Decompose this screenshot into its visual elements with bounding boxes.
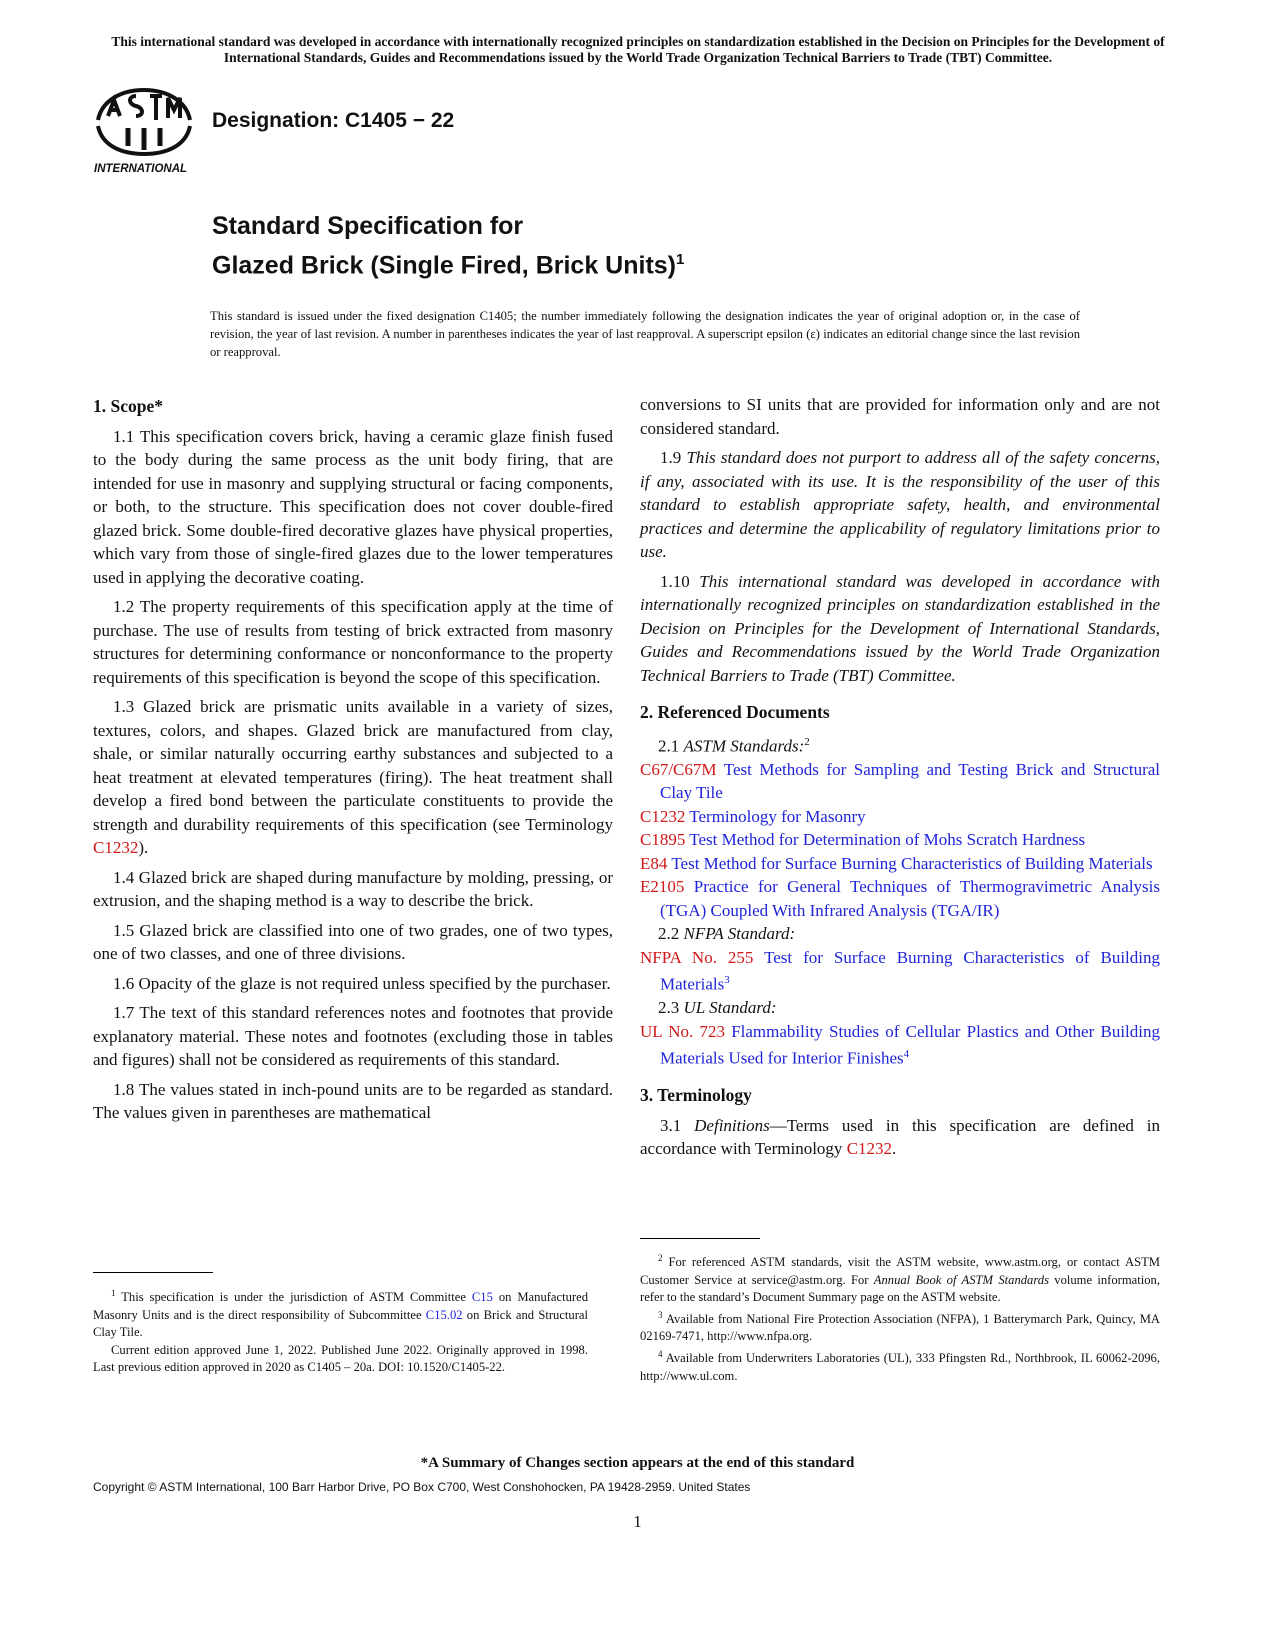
para-1-3-end: ). <box>138 838 149 857</box>
copyright: Copyright © ASTM International, 100 Barr Harbor Drive, PO Box C700, West Conshohocken, PA 19428-2959. United States <box>93 1480 751 1494</box>
para-1-3 <box>93 695 613 860</box>
reference-code[interactable]: NFPA No. 255 <box>640 947 754 967</box>
reference-nfpa[interactable] <box>640 946 1160 997</box>
footnote-2-text-a: For referenced ASTM standards, visit the ASTM website, www.astm.org, or contact ASTM Customer Service at service@astm.org. For <box>640 1255 1161 1287</box>
para-1-1: 1.1 This specification covers brick, having a ceramic glaze finish fused to the body during the same process as the unit body firing, that are intended for use in masonry and supplying structural or facing components, or both, to the structure. This specification does not cover double-fired glazed brick. Some double-fired decorative glazes have physical properties, which vary from those of single-fired glazes due to the lower temperatures used in applying the decorative coating. <box>93 426 613 587</box>
footnote-4 <box>640 1346 1160 1385</box>
para-1-2: 1.2 The property requirements of this specification apply at the time of purchase. The use of results from testing of brick extracted from masonry structures for determining conformance or nonconformance to the property requirements of this specification is beyond the scope of this specification. <box>93 597 613 687</box>
section-referenced-heading: 2. Referenced Documents <box>640 702 830 722</box>
reference-code[interactable]: C1895 <box>640 830 686 850</box>
top-notice: This international standard was developed in accordance with internationally recognized principles on standardization established in the Decision on Principles for the Development of International Standards, Guides and Recommendations issued by the World Trade Organization Technical Barriers to Trade (TBT) Committee. <box>111 34 1165 65</box>
footnote-4-text: Available from Underwriters Laboratories (UL), 333 Pfingsten Rd., Northbrook, IL 60062-2096, http://www.ul.com. <box>640 1351 1160 1383</box>
reference-code[interactable]: E84 <box>640 853 668 873</box>
section-terminology-heading: 3. Terminology <box>640 1085 752 1106</box>
reference-title[interactable]: Test Method for Determination of Mohs Scratch Hardness <box>689 830 1086 850</box>
footnote-3 <box>640 1307 1160 1346</box>
subsection-2-1-number: 2.1 <box>658 736 684 756</box>
title-line-2-text: Glazed Brick (Single Fired, Brick Units) <box>212 251 677 280</box>
footnote-rule-right <box>640 1238 760 1239</box>
footnote-3-text: Available from National Fire Protection Association (NFPA), 1 Batterymarch Park, Quincy, MA 02169-7471, http://www.nfpa.org. <box>640 1311 1160 1344</box>
logo-text: INTERNATIONAL <box>94 163 188 175</box>
reference-ul[interactable] <box>640 1020 1160 1071</box>
subsection-2-1-mark: 2 <box>804 735 810 748</box>
para-1-8-continued: conversions to SI units that are provided for information only and are not considered standard. <box>640 395 1160 438</box>
reference-title[interactable]: Terminology for Masonry <box>689 806 866 826</box>
subsection-2-2-label: NFPA Standard: <box>683 924 796 944</box>
footnote-2-text-b: volume information, refer to the standard’s Document Summary page on the ASTM website. <box>640 1272 1160 1305</box>
subsection-2-1 <box>640 731 1160 758</box>
para-1-3-text: 1.3 Glazed brick are prismatic units available in a variety of sizes, textures, colors, and shapes. Glazed brick are manufactured from clay, shale, or similar naturally occurring earthy substances and subjected to a heat treatment at elevated temperatures (firing). The heat treatment shall develop a fired bond between the particulate constituents to provide the strength and durability requirements of this specification (see Terminology <box>93 697 613 834</box>
footnote-1-mark: 1 <box>111 1288 116 1298</box>
para-1-10-text: This international standard was developed in accordance with internationally recognized principles on standardization established in the Decision on Principles for the Development of International Standards, Guides and Recommendations issued by the World Trade Organization Technical Barriers to Trade (TBT) Committee. <box>640 571 1160 685</box>
reference-item[interactable] <box>640 805 1160 829</box>
footnote-4-mark: 4 <box>658 1348 663 1359</box>
reference-code[interactable]: E2105 <box>640 877 685 897</box>
subsection-2-2-number: 2.2 <box>658 924 684 944</box>
link-c15-02[interactable]: C15.02 <box>425 1307 463 1322</box>
para-1-10-number: 1.10 <box>660 571 700 591</box>
title-footnote-mark: 1 <box>676 251 685 268</box>
link-c15[interactable]: C15 <box>471 1290 493 1305</box>
document-title <box>212 210 684 282</box>
para-1-6: 1.6 Opacity of the glaze is not required unless specified by the purchaser. <box>113 973 611 993</box>
footnote-1-text-a: This specification is under the jurisdiction of ASTM Committee <box>121 1290 472 1305</box>
footnote-2-mark: 2 <box>658 1253 663 1263</box>
reference-title[interactable]: Test for Surface Burning Characteristics of Building Materials <box>660 947 1160 994</box>
footnote-3-mark: 3 <box>658 1309 663 1320</box>
reference-code[interactable]: C67/C67M <box>640 759 717 779</box>
title-line-1: Standard Specification for <box>212 212 524 240</box>
link-c1232-terminology[interactable]: C1232 <box>846 1139 893 1159</box>
footnote-1-text-b: on Manufactured Masonry Units and is the direct responsibility of Subcommittee <box>93 1290 588 1322</box>
para-3-1-number: 3.1 <box>660 1115 695 1135</box>
astm-logo-mark <box>92 86 196 178</box>
footnote-rule-left <box>93 1272 213 1273</box>
footnote-1-text-c: on Brick and Structural Clay Tile. <box>93 1307 588 1340</box>
right-column <box>640 393 1160 1167</box>
para-1-7: 1.7 The text of this standard references notes and footnotes that provide explanatory material. These notes and footnotes (excluding those in tables and figures) shall not be considered as requirements of this standard. <box>93 1003 613 1069</box>
reference-title[interactable]: Test Methods for Sampling and Testing Brick and Structural Clay Tile <box>660 759 1160 803</box>
designation: Designation: C1405 − 22 <box>212 109 455 132</box>
subsection-2-1-label: ASTM Standards: <box>683 736 805 756</box>
page-number: 1 <box>633 1512 642 1531</box>
subsection-2-3-number: 2.3 <box>658 998 684 1018</box>
subsection-2-3-label: UL Standard: <box>683 998 777 1018</box>
para-3-1 <box>640 1114 1160 1161</box>
reference-item[interactable] <box>640 875 1160 922</box>
para-1-4: 1.4 Glazed brick are shaped during manufacture by molding, pressing, or extrusion, and the shaping method is a way to describe the brick. <box>93 867 613 910</box>
title-line-2 <box>212 243 684 282</box>
section-scope-heading: 1. Scope* <box>93 396 163 416</box>
reference-footnote-mark: 4 <box>903 1048 910 1061</box>
left-column <box>93 395 613 1131</box>
footnotes-left <box>93 1285 588 1377</box>
subsection-2-2 <box>640 922 1160 946</box>
subsection-2-3 <box>640 996 1160 1020</box>
reference-title[interactable]: Test Method for Surface Burning Characteristics of Building Materials <box>671 853 1153 873</box>
link-c1232[interactable]: C1232 <box>93 838 139 857</box>
footnote-2-italic: Annual Book of ASTM Standards <box>873 1272 1049 1287</box>
footnote-2 <box>640 1250 1160 1307</box>
para-3-1-end: . <box>892 1139 897 1159</box>
para-3-1-text: —Terms used in this specification are defined in accordance with Terminology <box>640 1115 1160 1159</box>
reference-title[interactable]: Practice for General Techniques of Thermogravimetric Analysis (TGA) Coupled With Infrared Analysis (TGA/IR) <box>660 877 1161 920</box>
para-1-10 <box>640 570 1160 688</box>
para-1-9-number: 1.9 <box>660 448 687 467</box>
reference-item[interactable] <box>640 852 1160 876</box>
reference-code[interactable]: UL No. 723 <box>640 1021 725 1041</box>
para-1-9 <box>640 446 1160 564</box>
issue-note: This standard is issued under the fixed designation C1405; the number immediately following the designation indicates the year of original adoption or, in the case of revision, the year of last revision. A number in parentheses indicates the year of last reapproval. A superscript epsilon (ε) indicates an editorial change since the last revision or reapproval. <box>210 309 1080 359</box>
para-1-8: 1.8 The values stated in inch-pound units are to be regarded as standard. The values given in parentheses are mathematical <box>93 1079 613 1122</box>
astm-logo <box>92 86 196 178</box>
reference-item[interactable] <box>640 828 1160 852</box>
footnotes-right <box>640 1250 1160 1385</box>
para-1-9-text: This standard does not purport to address all of the safety concerns, if any, associated with its use. It is the responsibility of the user of this standard to establish appropriate safety, health, and environmental practices and determine the applicability of regulatory limitations prior to use. <box>640 448 1161 561</box>
reference-code[interactable]: C1232 <box>640 806 686 826</box>
astm-reference-list <box>640 758 1160 923</box>
reference-footnote-mark: 3 <box>724 974 730 987</box>
footnote-1-edition: Current edition approved June 1, 2022. Published June 2022. Originally approved in 1998. Last previous edition approved in 2020 as C1405 – 20a. DOI: 10.1520/C1405-22. <box>93 1342 588 1375</box>
para-3-1-label: Definitions <box>694 1115 770 1135</box>
reference-item[interactable] <box>640 758 1160 805</box>
para-1-5: 1.5 Glazed brick are classified into one of two grades, one of two types, one of two classes, and one of three divisions. <box>93 920 613 963</box>
reference-title[interactable]: Flammability Studies of Cellular Plastics and Other Building Materials Used for Interior Finishes <box>660 1021 1160 1068</box>
summary-of-changes-note: *A Summary of Changes section appears at the end of this standard <box>420 1455 855 1471</box>
footnote-1 <box>93 1285 588 1342</box>
